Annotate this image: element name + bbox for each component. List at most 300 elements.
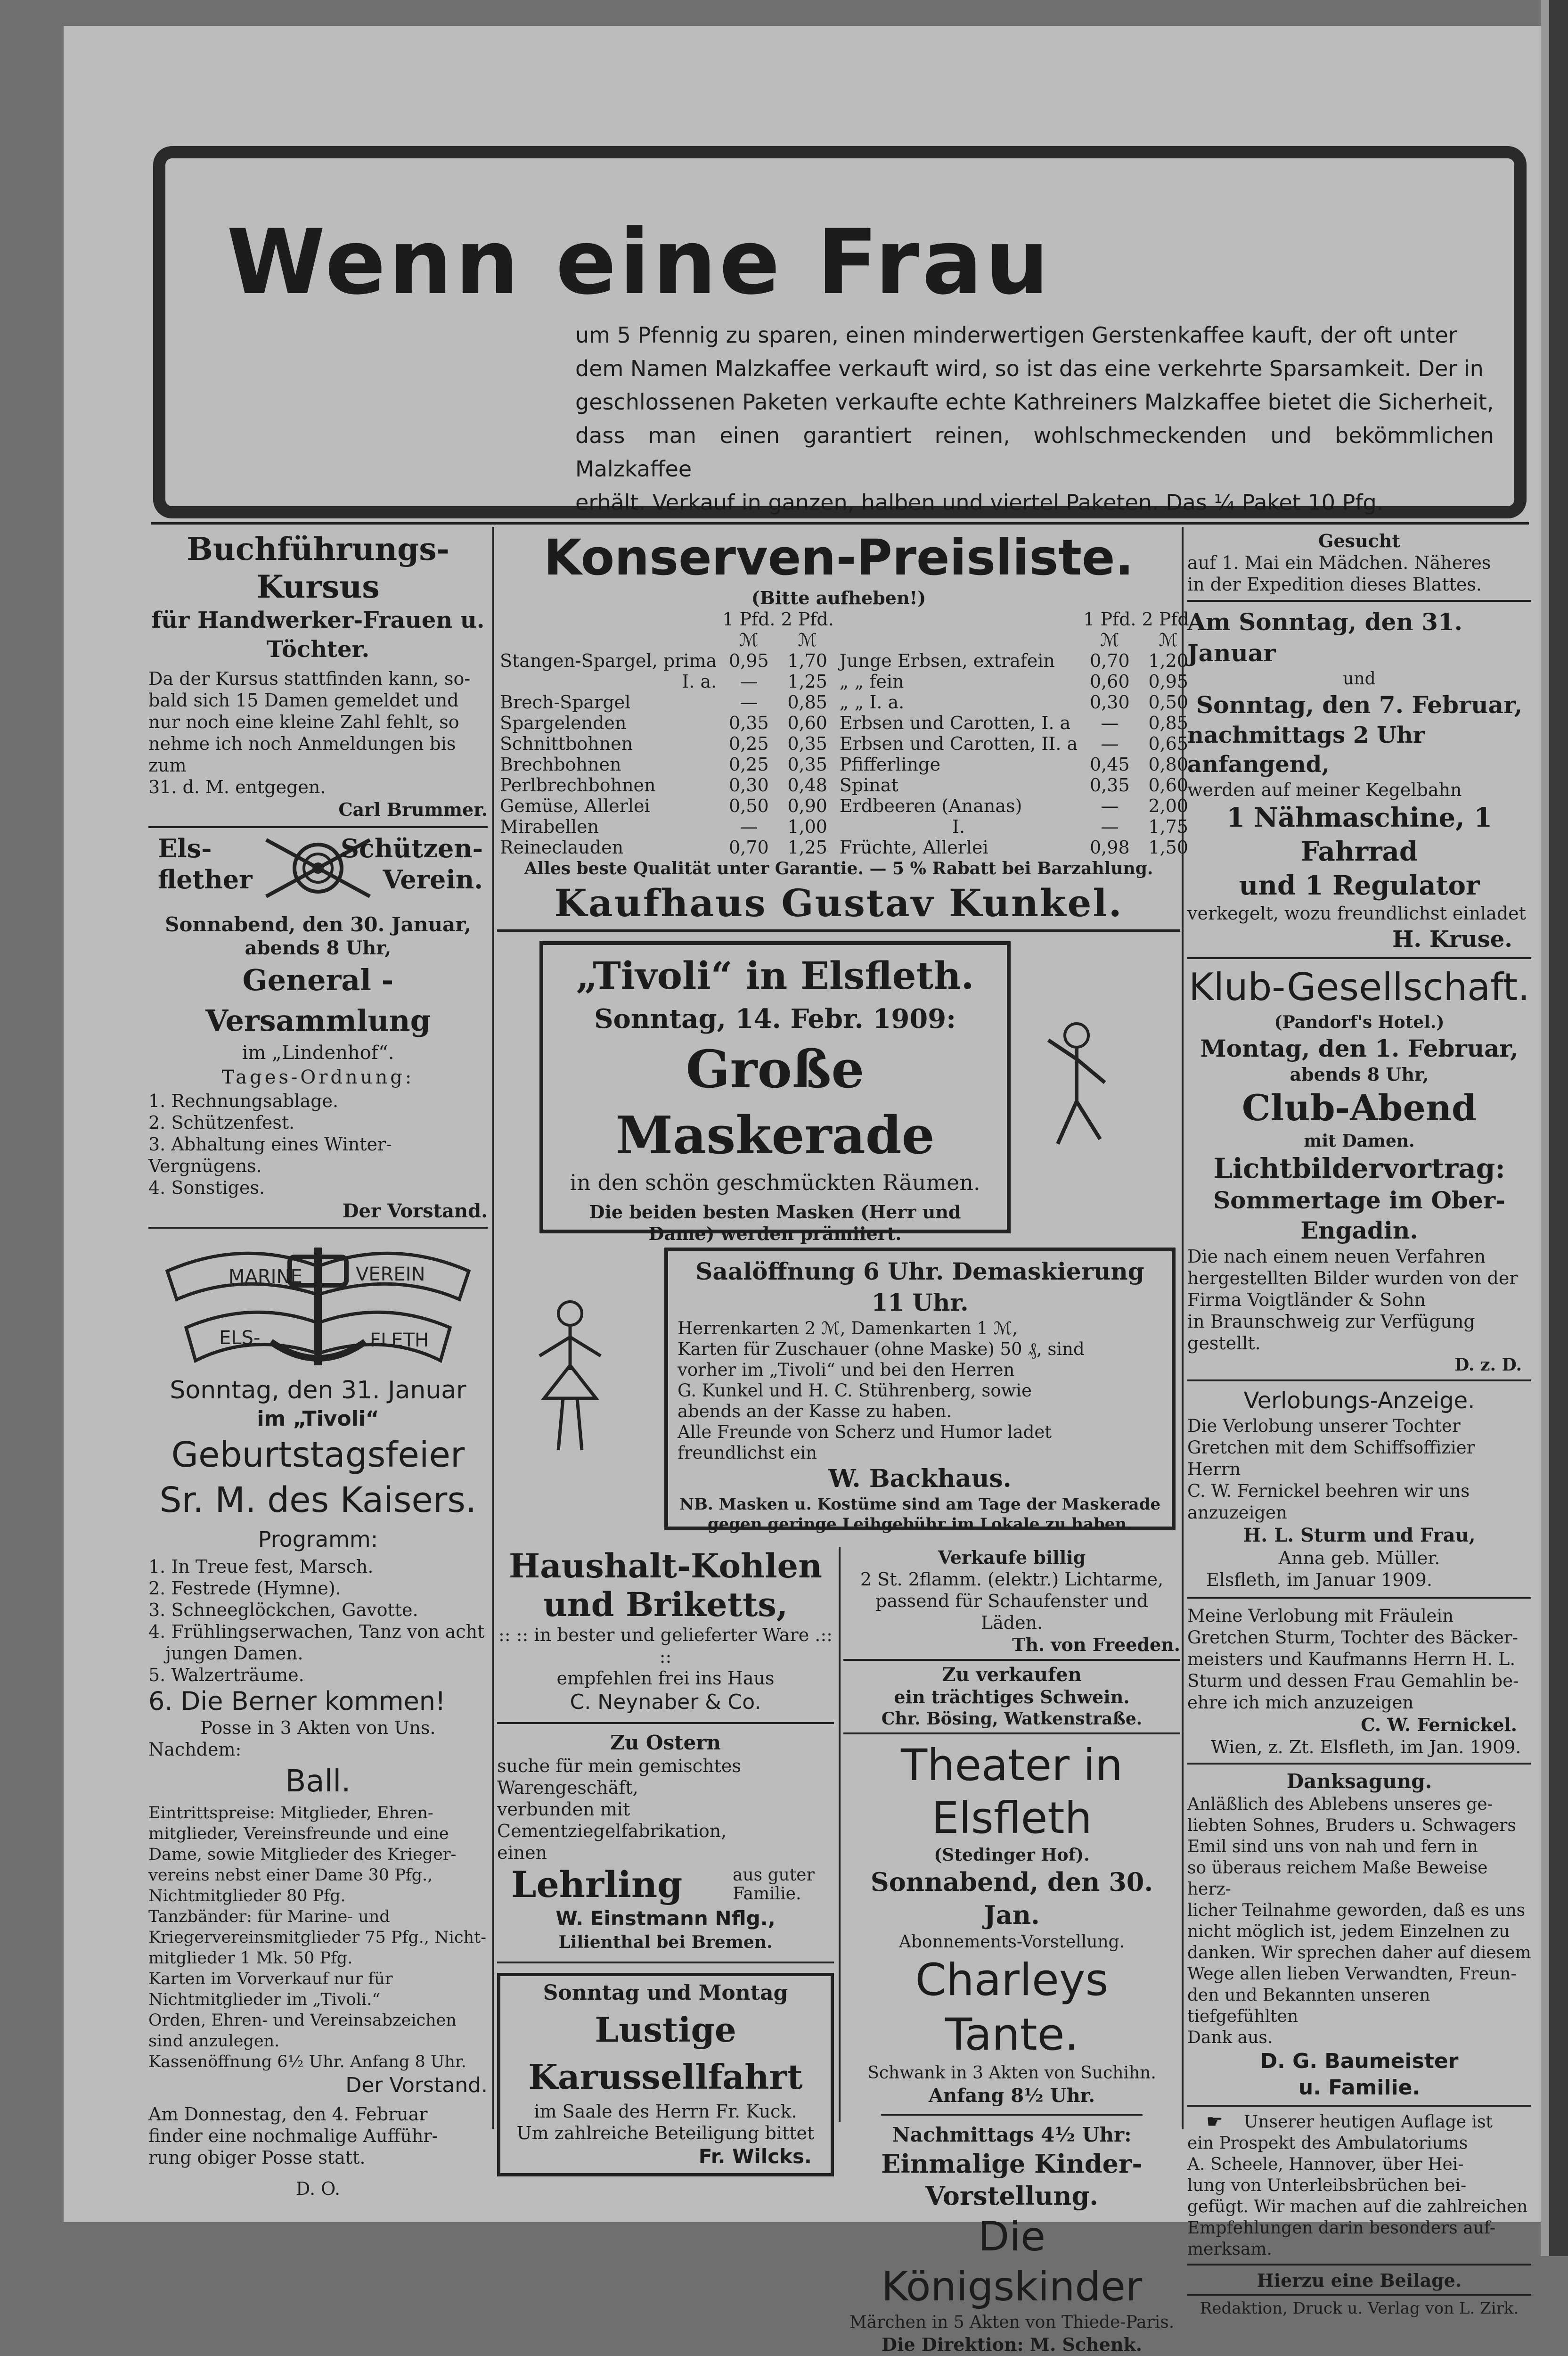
kohlen-text [497,1624,834,1689]
price: 0,35 [1090,775,1130,796]
text-line: Karten für Zuschauer (ohne Maske) 50 ₰, sind [678,1339,1085,1359]
price: 1,70 [787,650,827,671]
prospekt-text [1187,2111,1531,2260]
ribbon-text: FLETH [370,1330,429,1351]
price: 0,98 [1090,837,1130,858]
text-line: anzuzeigen [1187,1502,1287,1523]
text-line: Empfehlungen darin besonders auf- [1187,2218,1496,2238]
freeden: Th. von Freeden. [1012,1634,1180,1655]
wien-date: Wien, z. Zt. Elsfleth, im Jan. 1909. [1211,1737,1521,1757]
text-line: Nichtmitglieder im „Tivoli.“ [148,1990,381,2009]
price: 0,35 [729,713,769,733]
text-line: Orden, Ehren- und Vereinsabzeichen [148,2011,457,2030]
agenda-item: 1. Rechnungsablage. [148,1091,339,1111]
beilage: Hierzu eine Beilage. [1257,2270,1462,2291]
item-name: Spinat [839,775,898,796]
text-line: Kassenöffnung 6½ Uhr. Anfang 8 Uhr. [148,2052,466,2071]
text-line: Die Verlobung unserer Tochter [1187,1416,1461,1436]
text-line: Tanzbänder: für Marine- und [148,1907,390,1926]
price: 0,95 [1148,671,1188,692]
text-line: so überaus reichem Maße Beweise herz- [1187,1858,1488,1899]
price: 0,30 [729,775,769,796]
karussell-box [497,1973,834,2176]
donnerstag-text [148,2103,488,2168]
text-line: bald sich 15 Damen gemeldet und [148,690,459,711]
verlob-head: Verlobungs-Anzeige. [1243,1387,1475,1414]
item-name: Erbsen und Carotten, II. a [839,733,1078,754]
text-line: meisters und Kaufmanns Herrn H. L. [1187,1649,1516,1669]
item-name: Reineclauden [500,837,624,858]
col-unit: ℳ [1100,630,1119,650]
elsfleth-date: Elsfleth, im Januar 1909. [1206,1569,1432,1590]
gv-sign: Der Vorstand. [342,1200,488,1222]
lichtbilder: Lichtbildervortrag: [1213,1152,1505,1184]
charleys: Charleys Tante. [915,1954,1109,2060]
text-line: Kriegervereinsmitglieder 75 Pfg., Nicht- [148,1928,486,1947]
price: 1,20 [1148,650,1188,671]
item-name: Spargelenden [500,713,627,733]
price: 0,90 [787,796,827,816]
text-line: in der Expedition dieses Blattes. [1187,574,1482,595]
tivoli-ad [497,941,1180,1533]
programm-head: Programm: [258,1527,378,1552]
text-line: lung von Unterleibsbrüchen bei- [1187,2176,1467,2195]
konserven-title: Konserven-Preisliste. [543,529,1134,586]
programm-item-6: 6. Die Berner kommen! [148,1686,446,1716]
agenda-item: 4. Sonstiges. [148,1177,265,1198]
programm-item: 3. Schneeglöckchen, Gavotte. [148,1600,418,1620]
price: 0,50 [729,796,769,816]
page-edge [1541,0,1549,2256]
neynaber: C. Neynaber & Co. [570,1690,761,1714]
anna: Anna geb. Müller. [1278,1548,1440,1568]
koenigskinder: Die Königskinder [881,2213,1143,2310]
text-line: :: :: in bester und gelieferter Ware .:: :: [498,1625,833,1667]
theater-column [843,1547,1180,2356]
nachdem: Nachdem: [148,1739,242,1760]
text-line: Da der Kursus stattfinden kann, so- [148,668,471,689]
dank-head: Danksagung. [1286,1770,1432,1793]
price: 0,25 [729,754,769,775]
posse: Posse in 3 Akten von Uns. [200,1717,436,1738]
price: — [740,816,758,837]
price: 2,00 [1148,796,1188,816]
item-name: Junge Erbsen, extrafein [839,650,1055,671]
verein-left: Els- flether [158,833,253,895]
text-line: auf 1. Mai ein Mädchen. Näheres [1187,552,1491,573]
stedinger: (Stedinger Hof). [934,1845,1090,1865]
price: 1,25 [787,671,827,692]
saal-title: Saalöffnung 6 Uhr. Demaskierung 11 Uhr. [695,1257,1144,1316]
dancer-figure-icon [525,1290,615,1460]
price: 0,25 [729,733,769,754]
price: 1,75 [1148,816,1188,837]
text-line: Gretchen Sturm, Tochter des Bäcker- [1187,1627,1519,1648]
ribbon-text: VEREIN [356,1264,425,1285]
price: 0,65 [1148,733,1188,754]
item-name: Früchte, Allerlei [839,837,988,858]
text-line: hergestellten Bilder wurden von der [1187,1268,1518,1289]
price: 1,25 [787,837,827,858]
text-line: mitglieder, Vereinsfreunde und eine [148,1824,449,1843]
text-line: licher Teilnahme geworden, daß es uns [1187,1901,1526,1920]
kegel-line-3: Sonntag, den 7. Februar, [1196,691,1523,719]
text-line: verbunden mit Cementziegelfabrikation, [497,1799,727,1841]
table-row [497,713,1198,733]
rule [148,1227,488,1229]
price: 0,80 [1148,754,1188,775]
ad-line: um 5 Pfennig zu sparen, einen minderwertigen Gerstenkaffee kauft, der oft unter [575,322,1457,348]
text-line: den und Bekannten unseren tiefgefühlten [1187,1986,1430,2026]
maerchen: Märchen in 5 Akten von Thiede-Paris. [849,2313,1175,2332]
price: 0,60 [787,713,827,733]
kegel-line-1: Am Sonntag, den 31. Januar [1187,608,1463,667]
price: — [1101,733,1119,754]
kaiser-title-1: Geburtstagsfeier [171,1435,465,1475]
item-name: „ „ fein [839,671,904,692]
text-line: vorher im „Tivoli“ und bei den Herren [678,1360,1015,1380]
kaiser-place: im „Tivoli“ [257,1407,379,1431]
text-line: in Braunschweig zur Verfügung gestellt. [1187,1311,1475,1354]
ad-headline: Wenn eine Frau [227,210,1052,314]
price: 0,35 [787,733,827,754]
text-line: mitglieder 1 Mk. 50 Pfg. [148,1949,353,1968]
text-line: Am Donnestag, den 4. Februar [148,2104,428,2125]
text-line: einen [497,1842,547,1863]
text-line: danken. Wir sprechen daher auf diesem [1187,1943,1531,1962]
text-line: Firma Voigtländer & Sohn [1187,1289,1426,1310]
ball-sign: Der Vorstand. [345,2073,488,2097]
kurs-sign: Carl Brummer. [338,799,488,820]
text-line: abends an der Kasse zu haben. [678,1401,952,1421]
einstmann: W. Einstmann Nflg., [555,1907,776,1930]
price: — [740,671,758,692]
price: 1,50 [1148,837,1188,858]
text-line: Die beiden besten Masken (Herr und [589,1201,961,1223]
ribbon-text: MARINE [229,1266,302,1288]
agenda-item: 3. Abhaltung eines Winter-Vergnügens. [148,1134,392,1176]
direktion: Die Direktion: M. Schenk. [881,2334,1143,2355]
programm-item: 5. Walzerträume. [148,1665,304,1685]
item-name: Schnittbohnen [500,733,633,754]
rule [148,826,488,828]
text-line: ein Prospekt des Ambulatoriums [1187,2134,1468,2153]
text-line: liebten Sohnes, Bruders u. Schwagers [1187,1816,1516,1835]
saal-text [678,1318,1162,1463]
price: 0,85 [787,692,827,713]
kegel-line-7: und 1 Regulator [1239,870,1480,901]
price: 0,85 [1148,713,1188,733]
kunkel: Kaufhaus Gustav Kunkel. [554,881,1123,925]
text-line: Sturm und dessen Frau Gemahlin be- [1187,1671,1519,1691]
price: — [1101,816,1119,837]
programm-item: 1. In Treue fest, Marsch. [148,1556,374,1577]
schwein: ein trächtiges Schwein. [894,1686,1130,1707]
text-line: vereins nebst einer Dame 30 Pfg., [148,1866,433,1885]
col-header: 1 Pfd. [722,609,776,630]
do-sign: D. O. [295,2178,341,2199]
programm-item: 4. Frühlingserwachen, Tanz von acht [148,1621,485,1642]
tivoli-box [539,941,1011,1244]
price: 0,45 [1090,754,1130,775]
schwank: Schwank in 3 Akten von Suchihn. [867,2063,1156,2083]
verkaufen-head: Zu verkaufen [942,1664,1082,1686]
table-row [497,671,1198,692]
pointing-hand-icon: ☛ [1206,2111,1223,2133]
verein-date: Sonnabend, den 30. Januar, [165,913,471,936]
table-row [497,650,1198,671]
kegel-line-4: nachmittags 2 Uhr anfangend, [1187,722,1425,778]
gv-place: im „Lindenhof“. [242,1042,394,1064]
pandorf: (Pandorf's Hotel.) [1274,1012,1445,1032]
column-rule [492,527,494,2129]
abo: Abonnements-Vorstellung. [898,1932,1125,1952]
text-line: suche für mein gemischtes Warengeschäft, [497,1756,741,1798]
text-line: rung obiger Posse statt. [148,2147,366,2168]
price: 0,35 [787,754,827,775]
maskerade-sub: in den schön geschmückten Räumen. [570,1170,980,1195]
sturm: H. L. Sturm und Frau, [1243,1524,1476,1546]
col-header: 2 Pfd. [781,609,834,630]
ribbon-text: ELS- [219,1327,261,1349]
text-line: gegen geringe Leihgebühr im Lokale zu haben. [708,1515,1132,1534]
column-left [148,530,488,2200]
kohlen-title-1: Haushalt-Kohlen [509,1546,822,1585]
price: 0,50 [1148,692,1188,713]
dzd: D. z. D. [1454,1355,1522,1375]
col-header: 2 Pfd. [1142,609,1195,630]
item-name: „ „ I. a. [839,692,905,713]
text-line: Gretchen mit dem Schiffsoffizier Herrn [1187,1437,1475,1479]
item-name: Erdbeeren (Ananas) [839,796,1022,816]
boesing: Chr. Bösing, Watkenstraße. [881,1709,1143,1729]
ad-line: erhält. Verkauf in ganzen, halben und viertel Paketen. Das ¼ Paket 10 Pfg. [575,490,1384,515]
gv-agenda-head: Tages-Ordnung: [221,1067,415,1088]
middle-lower [497,1546,1180,2355]
lehrling: Lehrling [511,1863,683,1905]
kaiser-date: Sonntag, den 31. Januar [170,1376,466,1404]
text-line: NB. Masken u. Kostüme sind am Tage der Maskerade [679,1495,1160,1514]
kathreiner-ad [153,146,1527,518]
text-line: empfehlen frei ins Haus [556,1668,775,1689]
club-text [1187,1246,1531,1354]
ball: Ball. [285,1764,351,1799]
ad-line: dem Namen Malzkaffee verkauft wird, so ist das eine verkehrte Sparsamkeit. Der in [575,356,1484,381]
text-line: 2 St. 2flamm. (elektr.) Lichtarme, [860,1569,1164,1590]
text-line: gefügt. Wir machen auf die zahlreichen [1187,2197,1528,2216]
text-line: C. W. Fernickel beehren wir uns [1187,1481,1470,1501]
theater-title: Theater in Elsfleth [900,1740,1123,1843]
kurs-title: Buchführungs-Kursus [187,531,449,605]
club-date: Montag, den 1. Februar, [1200,1034,1519,1062]
eintritt-text [148,1803,488,2072]
item-name: I. [952,816,965,837]
karussell-head: Sonntag und Montag [543,1981,788,2005]
saal-box [664,1248,1176,1534]
table-row [497,692,1198,713]
table-row [497,754,1198,775]
kruse: H. Kruse. [1392,926,1512,952]
ad-line: geschlossenen Paketen verkaufte echte Kathreiners Malzkaffee bietet die Sicherheit, [575,389,1494,415]
item-name: Erbsen und Carotten, I. a [839,713,1071,733]
club-abend: Club-Abend [1241,1087,1477,1129]
rule [497,929,1180,932]
text-line: passend für Schaufenster und Läden. [875,1591,1148,1633]
text-line: nicht möglich ist, jedem Einzelnen zu [1187,1922,1510,1941]
gv-agenda [148,1090,488,1199]
price: — [1101,796,1119,816]
kinder: Einmalige Kinder-Vorstellung. [881,2149,1143,2211]
text-line: Meine Verlobung mit Fräulein [1187,1606,1454,1626]
maskerade-title: Große Maskerade [615,1039,935,1166]
col-header: 1 Pfd. [1083,609,1136,630]
item-name: Pfifferlinge [839,754,940,775]
price: 0,70 [729,837,769,858]
billig-text [843,1568,1180,1634]
gesucht-head: Gesucht [1318,530,1400,551]
ad-line: dass man einen garantiert reinen, wohlschmeckenden und bekömmlichen Malzkaffee [575,423,1494,482]
text-line: Anläßlich des Ablebens unseres ge- [1187,1795,1493,1814]
text-line: G. Kunkel und H. C. Stührenberg, sowie [678,1380,1032,1401]
billig-head: Verkaufe billig [938,1547,1086,1568]
column-right [1187,530,1531,2319]
text-line: nur noch eine kleine Zahl fehlt, so [148,712,459,732]
col-unit: ℳ [1159,630,1178,650]
club-title: Klub-Gesellschaft. [1189,965,1530,1009]
sommertage: Sommertage im Ober-Engadin. [1213,1186,1505,1244]
text-line: 31. d. M. entgegen. [148,777,326,797]
agenda-item: 2. Schützenfest. [148,1112,295,1133]
verein-time: abends 8 Uhr, [245,937,392,959]
text-line: Karten im Vorverkauf nur für [148,1970,393,1988]
table-row [497,837,1198,858]
marine-verein-emblem [148,1233,488,1375]
kurs-subtitle: für Handwerker-Frauen u. Töchter. [151,607,485,663]
kurs-text [148,668,488,798]
konserven-footer: Alles beste Qualität unter Garantie. — 5 % Rabatt bei Barzahlung. [524,859,1153,878]
verlob2-text [1187,1605,1531,1714]
ostern-text [497,1755,834,1863]
price-table [497,609,1198,858]
text-line: Unserer heutigen Auflage ist [1244,2112,1493,2132]
verein-right: Schützen- Verein. [340,833,483,895]
konserven-subtitle: (Bitte aufheben!) [751,587,926,608]
wilcks: Fr. Wilcks. [698,2145,812,2168]
mit-damen: mit Damen. [1304,1131,1415,1151]
text-line: sind anzulegen. [148,2032,280,2051]
item-name: Stangen-Spargel, prima [500,650,717,671]
kegel-line-5: werden auf meiner Kegelbahn [1187,780,1462,800]
gesucht-text [1187,552,1531,595]
text-line: Emil sind uns von nah und fern in [1187,1837,1478,1856]
dank-text [1187,1794,1531,2048]
maskerade-prize [543,1201,1007,1245]
lehrling-side: aus guter Familie. [733,1865,815,1904]
item-name: Brechbohnen [500,754,621,775]
familie: u. Familie. [1298,2076,1421,2100]
table-row [497,796,1198,816]
text-line: finder eine nochmalige Aufführ- [148,2126,438,2146]
price: 1,00 [787,816,827,837]
karussell-text [505,2101,826,2144]
text-line: Um zahlreiche Beteiligung bittet [516,2123,815,2143]
text-line: im Saale des Herrn Fr. Kuck. [534,2101,797,2122]
kohlen-column [497,1547,834,2176]
text-line: Eintrittspreise: Mitglieder, Ehren- [148,1804,433,1822]
anfang: Anfang 8½ Uhr. [929,2085,1095,2107]
item-name: Perlbrechbohnen [500,775,656,796]
nachmittags: Nachmittags 4½ Uhr: [892,2123,1132,2146]
harlequin-figure-icon [1029,1012,1124,1153]
text-line: Wege allen lieben Verwandten, Freun- [1187,1964,1517,1984]
price: 0,30 [1090,692,1130,713]
text-line: ehre ich mich anzuzeigen [1187,1692,1414,1713]
text-line: Dame, sowie Mitglieder des Krieger- [148,1845,457,1864]
item-name: I. a. [682,671,717,692]
text-line: nehme ich noch Anmeldungen bis zum [148,733,456,776]
text-line: Dame) werden prämiiert. [648,1223,902,1244]
text-line: freundlichst ein [678,1443,817,1463]
rule [151,522,1529,525]
gv-title: General - Versammlung [205,963,431,1038]
kaiser-title-2: Sr. M. des Kaisers. [159,1480,477,1520]
kegel-line-2: und [1343,669,1376,689]
tivoli-title: „Tivoli“ in Elsfleth. [576,953,974,998]
baumeister: D. G. Baumeister [1260,2049,1459,2073]
price: 0,60 [1148,775,1188,796]
redaktion: Redaktion, Druck u. Verlag von L. Zirk. [1200,2299,1519,2318]
price: — [1101,713,1119,733]
backhaus: W. Backhaus. [828,1464,1012,1493]
text-line: Die nach einem neuen Verfahren [1187,1246,1486,1267]
schuetzen-header [148,833,488,913]
col-unit: ℳ [739,630,759,650]
kegel-line-6: 1 Nähmaschine, 1 Fahrrad [1226,802,1493,867]
table-row [497,775,1198,796]
price: 0,95 [729,650,769,671]
text-line: Dank aus. [1187,2028,1273,2047]
text-line: Alle Freunde von Scherz und Humor ladet [678,1422,1052,1442]
fernickel: C. W. Fernickel. [1361,1714,1517,1735]
price: — [740,692,758,713]
ad-body [575,319,1494,519]
programm-list [148,1556,488,1686]
table-row [497,816,1198,837]
ostern-head: Zu Ostern [610,1731,721,1754]
binding-shadow [1549,0,1568,2256]
item-name: Mirabellen [500,816,599,837]
text-line: merksam. [1187,2240,1272,2259]
table-row [497,733,1198,754]
karussell-title: Lustige Karussellfahrt [528,2010,803,2097]
price: 0,60 [1090,671,1130,692]
item-name: Brech-Spargel [500,692,631,713]
column-middle [497,528,1195,2355]
nb-text [678,1494,1162,1534]
lilienthal: Lilienthal bei Bremen. [558,1932,773,1952]
col-unit: ℳ [798,630,817,650]
text-line: Nichtmitglieder 80 Pfg. [148,1887,346,1905]
verlob-text [1187,1415,1531,1524]
programm-item: jungen Damen. [148,1643,303,1664]
text-line: A. Scheele, Hannover, über Hei- [1187,2155,1464,2174]
text-line: Herrenkarten 2 ℳ, Damenkarten 1 ℳ, [678,1318,1018,1338]
price: 0,70 [1090,650,1130,671]
kohlen-title-2: und Briketts, [543,1585,788,1624]
tivoli-date: Sonntag, 14. Febr. 1909: [594,1003,956,1034]
kegel-line-8: verkegelt, wozu freundlichst einladet [1187,903,1526,924]
price: 0,48 [787,775,827,796]
